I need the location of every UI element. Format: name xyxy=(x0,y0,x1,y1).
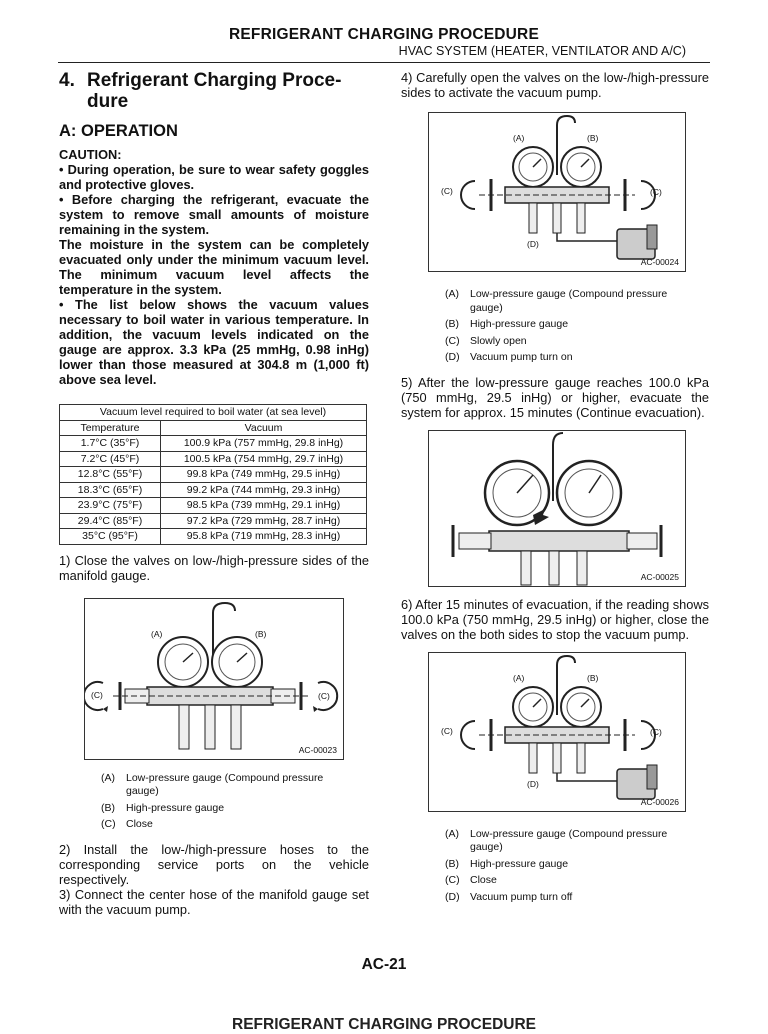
section-heading xyxy=(59,70,369,112)
running-header-title: REFRIGERANT CHARGING PROCEDURE xyxy=(229,26,539,43)
table-row xyxy=(60,467,367,483)
temperature-cell: 29.4°C (85°F) xyxy=(60,513,161,529)
running-header-subtitle: HVAC SYSTEM (HEATER, VENTILATOR AND A/C) xyxy=(398,44,686,58)
figure-legend xyxy=(445,828,695,905)
label-a: (A) xyxy=(151,628,163,639)
legend-text: High-pressure gauge xyxy=(470,318,569,330)
figure-code: AC-00024 xyxy=(640,257,679,267)
vacuum-table xyxy=(59,404,367,545)
vacuum-cell: 100.5 kPa (754 mmHg, 29.7 inHg) xyxy=(161,451,367,467)
table-caption: Vacuum level required to boil water (at sea level) xyxy=(60,405,367,421)
temperature-cell: 35°C (95°F) xyxy=(60,529,161,545)
table-row xyxy=(60,513,367,529)
legend-key: (B) xyxy=(445,857,459,870)
vacuum-cell: 95.8 kPa (719 mmHg, 28.3 inHg) xyxy=(161,529,367,545)
legend-key: (B) xyxy=(445,318,459,330)
table-row xyxy=(60,498,367,514)
caution-block xyxy=(59,147,369,387)
legend-text: High-pressure gauge xyxy=(126,801,225,814)
manifold-gauge-pump-on-illustration xyxy=(429,113,685,271)
table-row xyxy=(60,451,367,467)
temperature-cell: 7.2°C (45°F) xyxy=(60,451,161,467)
next-page-header-cut: REFRIGERANT CHARGING PROCEDURE xyxy=(232,1016,536,1033)
label-c-right: (C) xyxy=(318,690,330,701)
legend-text: Close xyxy=(470,874,497,886)
caution-bullet-2: • Before charging the refrigerant, evacuate the system to remove small amounts of moisture remaining in the system. xyxy=(59,192,369,237)
label-d: (D) xyxy=(527,778,539,789)
label-b: (B) xyxy=(255,628,267,639)
label-b: (B) xyxy=(587,133,599,143)
figure-code: AC-00025 xyxy=(640,571,679,582)
legend-text: High-pressure gauge xyxy=(470,857,569,870)
table-header-vacuum: Vacuum xyxy=(161,420,367,436)
legend-text: Slowly open xyxy=(470,334,527,347)
manifold-gauge-illustration xyxy=(85,599,343,759)
page-number: AC-21 xyxy=(361,956,407,973)
temperature-cell: 12.8°C (55°F) xyxy=(60,467,161,483)
legend-text: Close xyxy=(126,818,153,830)
label-c-right: (C) xyxy=(650,726,662,737)
legend-text: Low-pressure gauge (Compound pressure gauge) xyxy=(126,771,324,797)
legend-key: (D) xyxy=(445,351,460,363)
table-row xyxy=(60,436,367,452)
table-header-temperature: Temperature xyxy=(60,420,161,436)
gauge-closeup-illustration xyxy=(429,431,685,586)
legend-key: (A) xyxy=(445,288,459,300)
legend-key: (A) xyxy=(445,827,459,840)
caution-bullet-3: • The list below shows the vacuum values necessary to boil water in various temperature. In addition, the vacuum levels indicated on the gauge are approx. 3.3 kPa (25 mmHg, 0.98 inHg) lower than those measured at 304.8 m (1,000 ft) above sea level. xyxy=(59,297,369,387)
temperature-cell: 1.7°C (35°F) xyxy=(60,436,161,452)
temperature-cell: 18.3°C (65°F) xyxy=(60,482,161,498)
section-number: 4. xyxy=(59,70,75,91)
legend-key: (A) xyxy=(101,771,115,784)
caution-bullet-1: • During operation, be sure to wear safety goggles and protective gloves. xyxy=(59,162,369,192)
legend-text: Vacuum pump turn off xyxy=(470,890,573,903)
label-a: (A) xyxy=(513,133,525,143)
step-2: 2) Install the low-/high-pressure hoses to the corresponding service ports on the vehicle respectively. xyxy=(59,841,369,887)
step-3: 3) Connect the center hose of the manifold gauge set with the vacuum pump. xyxy=(59,886,369,917)
figure-legend xyxy=(445,288,695,365)
label-c-left: (C) xyxy=(91,689,103,700)
step-4: 4) Carefully open the valves on the low-/high-pressure sides to activate the vacuum pump. xyxy=(401,70,709,100)
temperature-cell: 23.9°C (75°F) xyxy=(60,498,161,514)
legend-key: (C) xyxy=(445,334,460,347)
vacuum-cell: 99.2 kPa (744 mmHg, 29.3 inHg) xyxy=(161,482,367,498)
caution-label: CAUTION: xyxy=(59,147,122,162)
legend-text: Low-pressure gauge (Compound pressure gauge) xyxy=(470,827,668,853)
legend-key: (C) xyxy=(445,874,460,886)
label-c-right: (C) xyxy=(650,187,662,197)
legend-text: Low-pressure gauge (Compound pressure gauge) xyxy=(470,288,668,314)
step-5: 5) After the low-pressure gauge reaches 100.0 kPa (750 mmHg, 29.5 inHg) or higher, evacuate the system for approx. 15 minutes (Continue evacuation). xyxy=(401,374,709,420)
vacuum-cell: 99.8 kPa (749 mmHg, 29.5 inHg) xyxy=(161,467,367,483)
section-title: Refrigerant Charging Proce-dure xyxy=(87,70,342,112)
header-rule xyxy=(58,62,710,63)
legend-key: (D) xyxy=(445,890,460,903)
subsection-heading: A: OPERATION xyxy=(59,122,178,140)
figure-ac-00024 xyxy=(428,112,686,272)
table-row xyxy=(60,482,367,498)
step-6: 6) After 15 minutes of evacuation, if the reading shows 100.0 kPa (750 mmHg, 29.5 inHg) or higher, close the valves on the both sides to stop the vacuum pump. xyxy=(401,596,710,642)
figure-ac-00025 xyxy=(428,430,686,587)
manifold-gauge-pump-off-illustration xyxy=(429,653,685,811)
label-a: (A) xyxy=(513,672,525,683)
legend-key: (C) xyxy=(101,818,116,830)
vacuum-cell: 98.5 kPa (739 mmHg, 29.1 inHg) xyxy=(161,498,367,514)
figure-legend xyxy=(101,772,351,832)
table-row xyxy=(60,529,367,545)
legend-key: (B) xyxy=(101,801,115,814)
label-b: (B) xyxy=(587,672,599,683)
figure-ac-00023 xyxy=(84,598,344,760)
vacuum-cell: 100.9 kPa (757 mmHg, 29.8 inHg) xyxy=(161,436,367,452)
caution-bullet-2-cont: The moisture in the system can be completely evacuated only under the minimum vacuum level. The minimum vacuum level affects the temperature in the system. xyxy=(59,237,369,297)
label-d: (D) xyxy=(527,239,539,249)
figure-ac-00026 xyxy=(428,652,686,812)
label-c-left: (C) xyxy=(441,725,453,736)
figure-code: AC-00023 xyxy=(298,744,337,755)
step-1: 1) Close the valves on low-/high-pressure sides of the manifold gauge. xyxy=(59,552,369,583)
label-c-left: (C) xyxy=(441,186,453,196)
left-column xyxy=(59,70,369,917)
figure-code: AC-00026 xyxy=(640,796,679,807)
right-column xyxy=(401,70,709,907)
legend-text: Vacuum pump turn on xyxy=(470,351,573,363)
vacuum-cell: 97.2 kPa (729 mmHg, 28.7 inHg) xyxy=(161,513,367,529)
